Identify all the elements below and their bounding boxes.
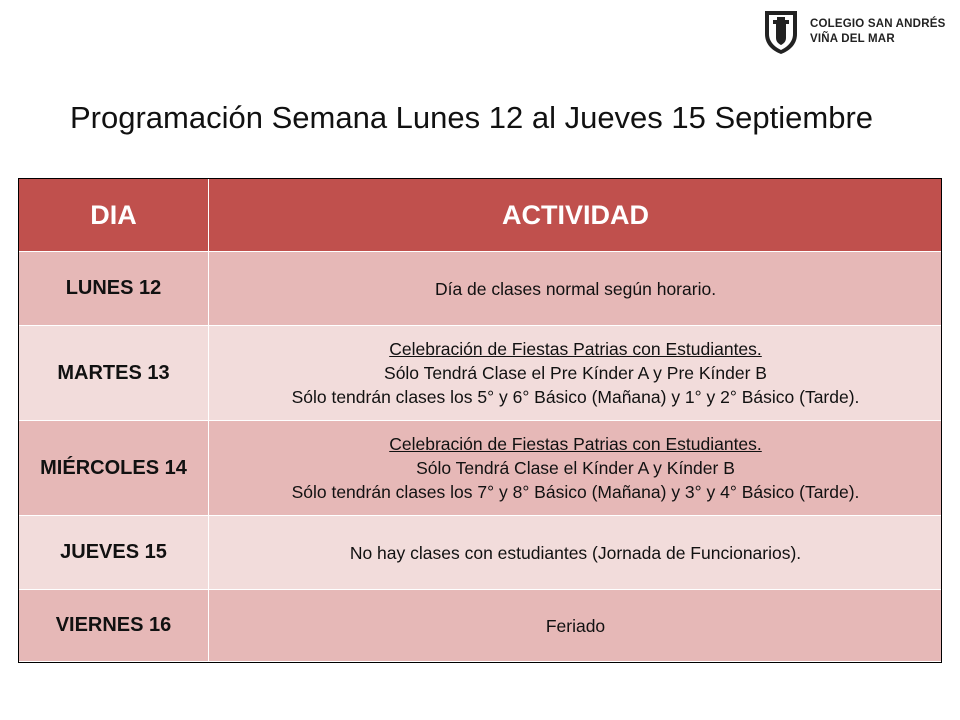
activity-line: Sólo tendrán clases los 5° y 6° Básico (Mañana) y 1° y 2° Básico (Tarde). [291,387,860,407]
table-row [19,252,943,326]
header-activity: ACTIVIDAD [209,179,943,252]
activity-cell [209,421,943,516]
activity-cell [209,326,943,421]
logo-line-2: VIÑA DEL MAR [810,33,895,45]
school-crest-icon [762,8,800,56]
activity-line: Sólo tendrán clases los 7° y 8° Básico (Mañana) y 3° y 4° Básico (Tarde). [291,482,860,502]
table-row [19,590,943,662]
day-cell: VIERNES 16 [19,590,209,662]
day-cell: LUNES 12 [19,252,209,326]
activity-line: Día de clases normal según horario. [434,278,717,299]
activity-cell [209,252,943,326]
activity-line: Sólo Tendrá Clase el Kínder A y Kínder B [416,458,735,478]
table-row [19,326,943,421]
activity-line: Feriado [545,615,606,636]
activity-cell [209,590,943,662]
day-cell: MIÉRCOLES 14 [19,421,209,516]
table-row [19,421,943,516]
activity-line: No hay clases con estudiantes (Jornada de Funcionarios). [349,542,802,563]
activity-line-heading: Celebración de Fiestas Patrias con Estudiantes. [389,339,762,359]
header-day: DIA [19,179,209,252]
logo-line-1: COLEGIO SAN ANDRÉS [810,18,946,30]
school-logo [762,8,952,56]
header-row [19,179,943,252]
activity-line: Sólo Tendrá Clase el Pre Kínder A y Pre Kínder B [384,363,767,383]
page-title: Programación Semana Lunes 12 al Jueves 15 Septiembre [70,100,874,135]
schedule-table [18,178,943,662]
activity-cell [209,516,943,590]
day-cell: JUEVES 15 [19,516,209,590]
table-row [19,516,943,590]
day-cell: MARTES 13 [19,326,209,421]
activity-line-heading: Celebración de Fiestas Patrias con Estudiantes. [389,434,762,454]
